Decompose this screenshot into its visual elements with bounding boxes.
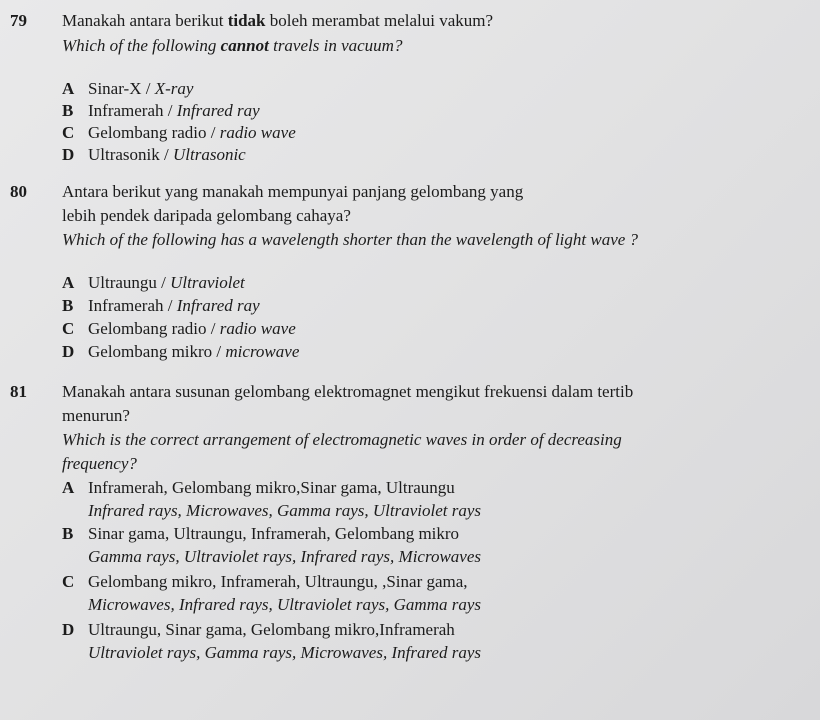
option-b: B Inframerah / Infrared ray [62, 296, 260, 315]
question-number: 79 [10, 11, 27, 30]
question-text-english-line1: Which is the correct arrangement of electromagnetic waves in order of decreasing [62, 430, 622, 449]
question-number: 80 [10, 182, 27, 201]
option-b: B Inframerah / Infrared ray [62, 101, 260, 120]
question-number: 81 [10, 382, 27, 401]
question-text-malay-line1: Antara berikut yang manakah mempunyai panjang gelombang yang [62, 182, 524, 201]
question-text-malay-line2: lebih pendek daripada gelombang cahaya? [62, 206, 351, 225]
option-a: A Inframerah, Gelombang mikro,Sinar gama, Ultraungu [62, 478, 455, 497]
question-text-malay-line1: Manakah antara susunan gelombang elektromagnet mengikut frekuensi dalam tertib [62, 382, 634, 401]
option-c-english: Microwaves, Infrared rays, Ultraviolet rays, Gamma rays [88, 595, 482, 614]
question-text-malay-line2: menurun? [62, 406, 130, 425]
question-text-english-line2: frequency? [62, 454, 137, 473]
question-text-malay: Manakah antara berikut tidak boleh merambat melalui vakum? [62, 11, 494, 30]
option-d-english: Ultraviolet rays, Gamma rays, Microwaves, Infrared rays [88, 643, 482, 662]
option-d: D Ultraungu, Sinar gama, Gelombang mikro,Inframerah [62, 620, 455, 639]
question-text-english: Which of the following has a wavelength shorter than the wavelength of light wave ? [62, 230, 639, 249]
question-text-english: Which of the following cannot travels in vacuum? [62, 36, 403, 55]
option-b-english: Gamma rays, Ultraviolet rays, Infrared rays, Microwaves [88, 547, 482, 566]
option-b: B Sinar gama, Ultraungu, Inframerah, Gelombang mikro [62, 524, 460, 543]
option-c: C Gelombang mikro, Inframerah, Ultraungu, ,Sinar gama, [62, 572, 468, 591]
option-d: D Ultrasonik / Ultrasonic [62, 145, 246, 164]
option-c: C Gelombang radio / radio wave [62, 319, 296, 338]
option-a-english: Infrared rays, Microwaves, Gamma rays, Ultraviolet rays [88, 501, 482, 520]
option-a: A Ultraungu / Ultraviolet [62, 273, 245, 292]
option-c: C Gelombang radio / radio wave [62, 123, 296, 142]
option-a: A Sinar-X / X-ray [62, 79, 194, 98]
option-d: D Gelombang mikro / microwave [62, 342, 300, 361]
